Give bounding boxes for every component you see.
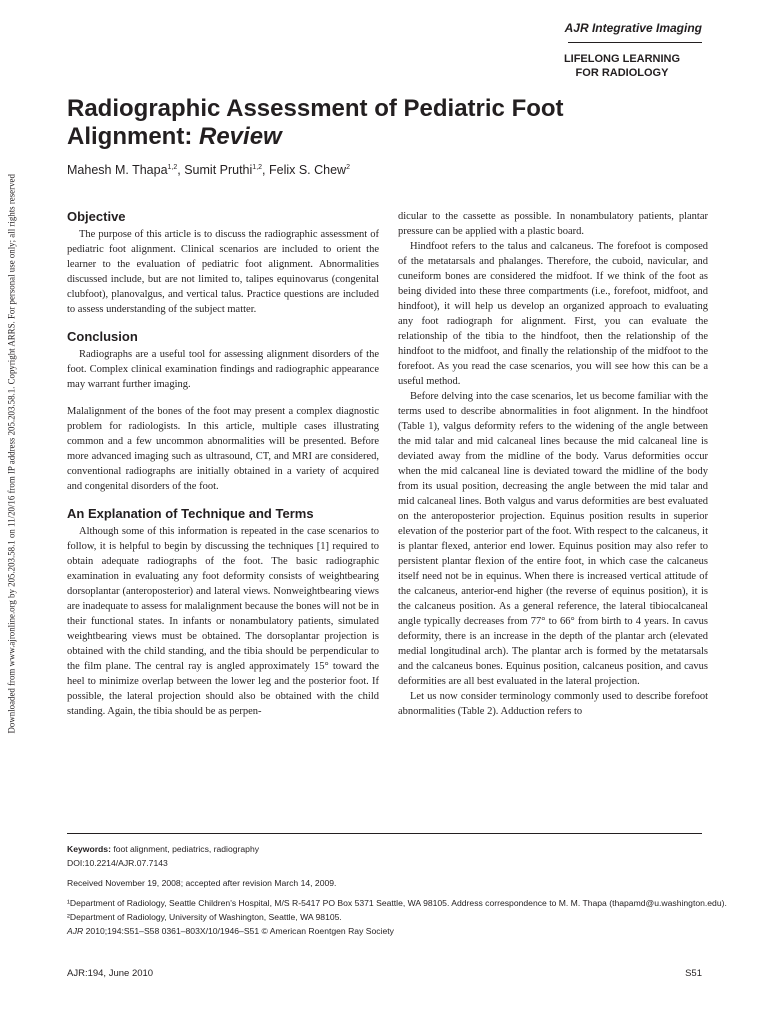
paragraph-terms: Before delving into the case scenarios, let us become familiar with the terms used to describe abnormalities in foot alignment. In the hindfoot (Table 1), valgus deformity refers to the widening of the angle between the mid talar and mid calcaneal lines because the mid calcaneal line is deviated away from the midline of the body. Varus deformities occur when the mid calcaneal line is deviated toward the midline of the body from its usual position, decreasing the angle between the mid talar and mid calcaneal lines. Both valgus and varus deformities are best evaluated on the anteroposterior projection. Equinus position results in superior elevation of the posterior part of the foot. With respect to the calcaneus, it is plantar flexed, anterior end lower. Equinus position may also refer to persistent plantar flexion of the entire foot, in which case the calcaneus itself need not be in equinus. When there is increased vertical attitude of the calcaneus, anterior-end higher (the reverse of equinus position), it is the calcaneus position. As a general reference, the lateral tibiocalcaneal angle typically decreases from 77° to 66° from birth to 4 years. In cavus deformity, there is an increase in the depth of the plantar arch (elevated medial longitudinal arch). The plantar arch is formed by the metatarsals and the calcaneus bones. Equinus position, calcaneus position, and cavus deformities are all best evaluated in the lateral projection.: [398, 391, 708, 687]
title-line-2-italic: Review: [199, 123, 282, 150]
citation-journal: AJR: [67, 926, 84, 936]
title-line-1: Radiographic Assessment of Pediatric Foot: [67, 95, 564, 122]
citation-details: 2010;194:S51–S58 0361–803X/10/1946–S51 © American Roentgen Ray Society: [83, 926, 394, 936]
citation-line: [67, 924, 707, 938]
author-2-affiliation: 1,2: [252, 163, 263, 171]
journal-name: AJR Integrative Imaging: [564, 21, 702, 35]
author-3-affiliation: 2: [346, 163, 350, 171]
author-1-affiliation: 1,2: [167, 163, 178, 171]
title-line-2-main: Alignment:: [67, 123, 193, 150]
objective-paragraph: The purpose of this article is to discuss the radiographic assessment of pediatric foot alignment. Clinical scenarios are included to orient the learner to the evaluation of pediatric foot alignment. Abnormalities discussed include, but are not limited to, talipes equinovarus (congenital clubfoot), planovalgus, and vertical talus. Practice questions are included to assess understanding of the subject matter.: [67, 229, 379, 315]
conclusion-heading: Conclusion: [67, 329, 138, 344]
page-number: S51: [685, 968, 702, 979]
keywords-line: [67, 842, 707, 856]
header-divider: [568, 42, 702, 43]
explanation-paragraph: Although some of this information is repeated in the case scenarios to follow, it is helpful to begin by discussing the techniques [1] required to obtain adequate radiographs of the foot. The basic radiographic examination in evaluating any foot deformity consists of weightbearing dorsoplantar (anteroposterior) and lateral views. Nonweightbearing views are inadequate to assess for malalignment because the bones will not be in their functional states. In infants or nonambulatory patients, simulated weightbearing views must be obtained. The dorsoplantar projection is obtained with the child standing, and the tibia should be perpendicular to the film plane. The central ray is angled approximately 15° toward the heel to minimize overlap between the lower leg and the posterior foot. If possible, the lateral projection should also be obtained with the child standing. Again, the tibia should be as perpen-: [67, 526, 379, 717]
author-2: , Sumit Pruthi: [177, 163, 253, 177]
series-line-2: FOR RADIOLOGY: [575, 67, 669, 79]
article-title: [67, 95, 647, 151]
series-label: [542, 52, 702, 80]
author-3: , Felix S. Chew: [262, 163, 347, 177]
doi-line: DOI:10.2214/AJR.07.7143: [67, 858, 168, 868]
keywords-label: Keywords:: [67, 844, 111, 854]
conclusion-paragraph: Radiographs are a useful tool for assessing alignment disorders of the foot. Complex clinical examination findings and radiographic appearance may warrant further imaging.: [67, 349, 379, 390]
explanation-heading: An Explanation of Technique and Terms: [67, 506, 314, 521]
footnote-divider: [67, 833, 702, 834]
paragraph-forefoot: Let us now consider terminology commonly used to describe forefoot abnormalities (Table 2). Adduction refers to: [398, 691, 708, 717]
paragraph-cassette: dicular to the cassette as possible. In nonambulatory patients, plantar pressure can be applied with a plastic board.: [398, 211, 708, 237]
received-line: Received November 19, 2008; accepted after revision March 14, 2009.: [67, 878, 337, 888]
paragraph-hindfoot: Hindfoot refers to the talus and calcaneus. The forefoot is composed of the metatarsals and phalanges. Therefore, the cuboid, navicular, and cuneiform bones are considered the midfoot. If we think of the foot as being divided into these three compartments (i.e., forefoot, midfoot, and hindfoot), it will help us develop an organized approach to evaluating any foot radiograph for alignment. First, you can evaluate the relationship of the tibia to the hindfoot, then the relationship of the hindfoot to the midfoot, and finally the relationship of the midfoot to the forefoot. As you read the case scenarios, you will see how this can be a useful method.: [398, 241, 708, 387]
keywords-value: foot alignment, pediatrics, radiography: [110, 844, 260, 854]
footnotes: [67, 842, 727, 938]
right-column: [398, 209, 708, 719]
title-line-2: [67, 123, 647, 151]
page-footer-journal: AJR:194, June 2010: [67, 968, 154, 979]
author-list: [67, 163, 350, 177]
affiliation-2: ²Department of Radiology, University of Washington, Seattle, WA 98105.: [67, 912, 342, 922]
series-line-1: LIFELONG LEARNING: [563, 53, 681, 65]
author-1: Mahesh M. Thapa: [67, 163, 168, 177]
download-notice: Downloaded from www.ajronline.org by 205.203.58.1 on 11/20/16 from IP address 205.203.58.1. Copyright ARRS. For personal use only; all rights reserved: [6, 174, 17, 734]
left-column: [67, 209, 379, 719]
affiliation-1: ¹Department of Radiology, Seattle Children's Hospital, M/S R-5417 PO Box 5371 Seattle, WA 98105. Address correspondence to M. M. Thapa (thapamd@u.washington.edu).: [67, 898, 727, 908]
objective-heading: Objective: [67, 209, 126, 224]
intro-paragraph: Malalignment of the bones of the foot may present a complex diagnostic problem for radiologists. In this article, multiple cases illustrating common and a few uncommon abnormalities will be presented. Before more advanced imaging such as ultrasound, CT, and MRI are considered, conventional radiographs are initially obtained in a variety of acquired and congenital disorders of the foot.: [67, 406, 379, 492]
